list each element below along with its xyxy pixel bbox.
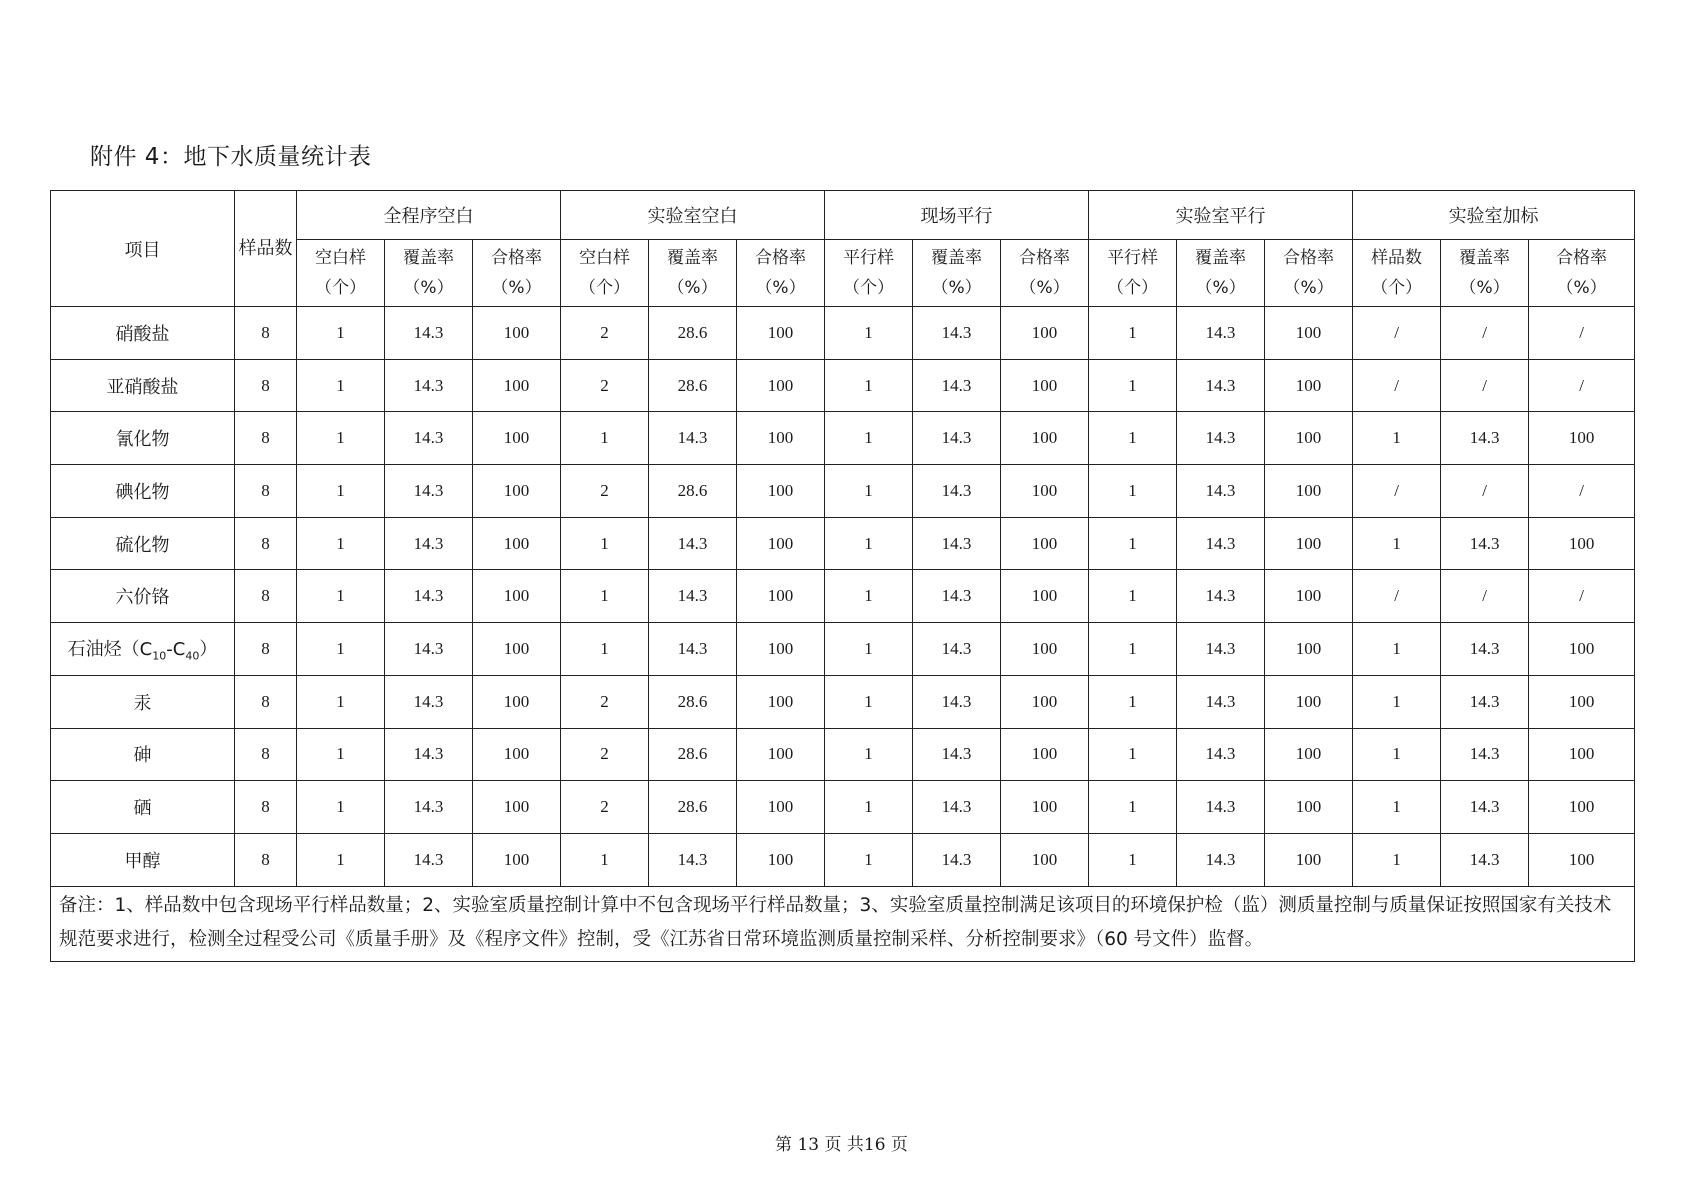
table-cell: 100	[1529, 517, 1635, 570]
table-cell: 100	[1001, 517, 1089, 570]
table-cell: 100	[737, 465, 825, 518]
subheader-unit: （%）	[1459, 278, 1510, 298]
table-cell: 14.3	[385, 675, 473, 728]
table-cell: 100	[1001, 412, 1089, 465]
table-cell: /	[1441, 570, 1529, 623]
table-cell: 100	[1529, 833, 1635, 886]
table-cell: 14.3	[913, 675, 1001, 728]
table-cell: 8	[235, 728, 297, 781]
subheader-cell	[825, 240, 913, 307]
table-cell: 8	[235, 570, 297, 623]
subheader-cell	[1265, 240, 1353, 307]
table-cell: 1	[297, 623, 385, 676]
subheader-unit: （%）	[667, 278, 718, 298]
table-cell: 14.3	[913, 465, 1001, 518]
row-item-name: 石油烃$(C_{10}-C_{40})$	[51, 623, 235, 676]
table-cell: 2	[561, 359, 649, 412]
table-cell: 100	[1529, 675, 1635, 728]
table-cell: 100	[473, 833, 561, 886]
table-cell: /	[1353, 359, 1441, 412]
table-cell: 100	[1265, 623, 1353, 676]
subheader-label: 合格率	[1556, 248, 1608, 268]
table-cell: 1	[825, 833, 913, 886]
table-cell: 8	[235, 675, 297, 728]
table-cell: 14.3	[385, 465, 473, 518]
table-cell: 100	[473, 517, 561, 570]
table-cell: 1	[825, 570, 913, 623]
table-cell: 14.3	[1177, 570, 1265, 623]
subheader-unit: （%）	[403, 278, 454, 298]
table-cell: 1	[561, 833, 649, 886]
table-cell: 1	[825, 728, 913, 781]
table-cell: 100	[1529, 412, 1635, 465]
subheader-cell	[1529, 240, 1635, 307]
row-item-name: 硫化物	[51, 517, 235, 570]
table-caption: 附件 4：地下水质量统计表	[90, 144, 372, 170]
header-row-groups	[51, 191, 1635, 240]
group-header: 实验室平行	[1089, 191, 1353, 240]
subheader-label: 平行样	[843, 248, 895, 268]
table-cell: 100	[473, 728, 561, 781]
table-cell: /	[1441, 465, 1529, 518]
table-cell: 14.3	[649, 517, 737, 570]
table-cell: 1	[1353, 833, 1441, 886]
table-cell: /	[1529, 570, 1635, 623]
table-cell: 14.3	[913, 623, 1001, 676]
table-cell: 1	[1089, 833, 1177, 886]
subheader-label: 空白样	[315, 248, 366, 268]
table-cell: 8	[235, 517, 297, 570]
table-cell: 1	[825, 359, 913, 412]
table-cell: 100	[737, 517, 825, 570]
table-cell: /	[1353, 307, 1441, 360]
table-row	[51, 728, 1635, 781]
subheader-label: 覆盖率	[1459, 248, 1511, 268]
table-cell: 100	[1265, 570, 1353, 623]
table-cell: 100	[1265, 307, 1353, 360]
table-row	[51, 465, 1635, 518]
table-row	[51, 517, 1635, 570]
subheader-unit: （%）	[931, 278, 982, 298]
table-cell: 1	[825, 307, 913, 360]
table-cell: 2	[561, 465, 649, 518]
table-cell: 100	[473, 675, 561, 728]
table-cell: 2	[561, 675, 649, 728]
table-cell: 1	[297, 307, 385, 360]
table-cell: 14.3	[385, 833, 473, 886]
table-cell: 100	[1265, 675, 1353, 728]
table-cell: 1	[825, 623, 913, 676]
table-cell: 100	[737, 359, 825, 412]
row-item-name: 甲醇	[51, 833, 235, 886]
table-cell: 1	[1089, 465, 1177, 518]
subheader-cell	[1177, 240, 1265, 307]
table-cell: 14.3	[913, 412, 1001, 465]
table-cell: 28.6	[649, 307, 737, 360]
table-cell: 100	[1001, 465, 1089, 518]
subheader-cell	[1001, 240, 1089, 307]
table-cell: 100	[473, 359, 561, 412]
table-cell: 100	[1265, 728, 1353, 781]
table-cell: 1	[825, 412, 913, 465]
subheader-unit: （%）	[1195, 278, 1246, 298]
table-cell: 14.3	[385, 307, 473, 360]
subheader-cell	[737, 240, 825, 307]
note-row	[51, 886, 1635, 961]
table-cell: 14.3	[1177, 675, 1265, 728]
table-cell: 28.6	[649, 728, 737, 781]
table-cell: 1	[1089, 412, 1177, 465]
table-cell: /	[1529, 465, 1635, 518]
table-cell: 8	[235, 307, 297, 360]
table-cell: 100	[737, 675, 825, 728]
table-cell: 1	[1353, 675, 1441, 728]
table-cell: 1	[1353, 623, 1441, 676]
table-cell: 1	[1089, 781, 1177, 834]
table-cell: 1	[1089, 359, 1177, 412]
table-cell: 8	[235, 359, 297, 412]
table-cell: 100	[1001, 307, 1089, 360]
table-cell: 14.3	[385, 570, 473, 623]
row-item-name: 硝酸盐	[51, 307, 235, 360]
subheader-cell	[649, 240, 737, 307]
table-cell: 100	[737, 570, 825, 623]
table-cell: 100	[1529, 623, 1635, 676]
table-cell: 100	[473, 307, 561, 360]
table-cell: 8	[235, 465, 297, 518]
table-cell: 100	[737, 307, 825, 360]
table-cell: 1	[297, 359, 385, 412]
header-samples	[235, 191, 297, 307]
row-item-name: 氰化物	[51, 412, 235, 465]
table-cell: 100	[1265, 465, 1353, 518]
table-cell: 1	[561, 517, 649, 570]
subheader-unit: （个）	[843, 278, 895, 298]
subheader-unit: （个）	[315, 278, 366, 298]
subheader-cell	[1441, 240, 1529, 307]
table-cell: 1	[1089, 570, 1177, 623]
table-cell: 100	[473, 465, 561, 518]
row-item-name: 砷	[51, 728, 235, 781]
subheader-cell	[913, 240, 1001, 307]
subheader-label: 样品数	[1371, 248, 1423, 268]
table-cell: 14.3	[649, 570, 737, 623]
table-cell: 14.3	[385, 517, 473, 570]
row-item-name: 六价铬	[51, 570, 235, 623]
table-cell: 14.3	[1441, 675, 1529, 728]
table-cell: 1	[825, 517, 913, 570]
table-cell: 1	[1353, 517, 1441, 570]
table-cell: 100	[737, 833, 825, 886]
header-item: 项目	[51, 191, 235, 307]
table-cell: 100	[1001, 675, 1089, 728]
table-row	[51, 833, 1635, 886]
table-cell: 14.3	[913, 570, 1001, 623]
table-row	[51, 412, 1635, 465]
subheader-unit: （个）	[1107, 278, 1159, 298]
table-cell: 100	[1265, 833, 1353, 886]
table-cell: 14.3	[913, 781, 1001, 834]
subheader-label: 覆盖率	[931, 248, 983, 268]
subheader-cell	[297, 240, 385, 307]
subheader-cell	[561, 240, 649, 307]
table-cell: 100	[1001, 833, 1089, 886]
table-cell: 100	[473, 623, 561, 676]
table-cell: 1	[1089, 623, 1177, 676]
table-cell: 100	[1529, 728, 1635, 781]
table-row	[51, 675, 1635, 728]
header-samples-label: 样品数	[238, 237, 293, 259]
table-row	[51, 623, 1635, 676]
table-cell: 1	[561, 412, 649, 465]
table-cell: 1	[825, 465, 913, 518]
table-cell: 100	[1265, 781, 1353, 834]
subheader-label: 覆盖率	[403, 248, 454, 268]
table-cell: 8	[235, 412, 297, 465]
table-cell: 14.3	[1441, 412, 1529, 465]
table-cell: 1	[297, 675, 385, 728]
table-cell: 1	[825, 781, 913, 834]
table-cell: 14.3	[385, 623, 473, 676]
table-cell: 28.6	[649, 359, 737, 412]
table-cell: 100	[737, 728, 825, 781]
table-cell: 14.3	[1441, 781, 1529, 834]
table-cell: 14.3	[1177, 465, 1265, 518]
subheader-label: 覆盖率	[667, 248, 719, 268]
table-cell: 14.3	[1177, 728, 1265, 781]
subheader-unit: （%）	[1283, 278, 1334, 298]
subheader-label: 合格率	[1019, 248, 1071, 268]
table-cell: 1	[1353, 728, 1441, 781]
table-cell: 14.3	[1441, 833, 1529, 886]
subheader-unit: （%）	[1556, 278, 1607, 298]
table-row	[51, 359, 1635, 412]
subheader-unit: （%）	[1019, 278, 1070, 298]
table-cell: 14.3	[385, 728, 473, 781]
table-cell: 14.3	[913, 517, 1001, 570]
table-cell: 14.3	[913, 307, 1001, 360]
table-row	[51, 307, 1635, 360]
table-cell: /	[1529, 307, 1635, 360]
table-cell: 100	[1001, 623, 1089, 676]
table-cell: 14.3	[1177, 359, 1265, 412]
table-cell: 8	[235, 833, 297, 886]
table-cell: 14.3	[649, 833, 737, 886]
table-cell: 1	[1089, 728, 1177, 781]
table-cell: 100	[473, 412, 561, 465]
table-cell: 14.3	[649, 623, 737, 676]
table-cell: 14.3	[913, 359, 1001, 412]
table-cell: 100	[1001, 781, 1089, 834]
table-cell: 14.3	[913, 833, 1001, 886]
table-cell: 1	[297, 833, 385, 886]
table-cell: 1	[1353, 781, 1441, 834]
table-cell: 14.3	[1441, 623, 1529, 676]
table-cell: 100	[737, 781, 825, 834]
row-item-name: 碘化物	[51, 465, 235, 518]
table-cell: 14.3	[1441, 517, 1529, 570]
subheader-label: 合格率	[491, 248, 542, 268]
subheader-unit: （%）	[491, 278, 542, 298]
table-row	[51, 781, 1635, 834]
table-cell: 100	[1001, 728, 1089, 781]
table-cell: 1	[297, 781, 385, 834]
table-cell: 2	[561, 781, 649, 834]
table-cell: /	[1441, 307, 1529, 360]
page-number: 第 13 页 共16 页	[775, 1135, 908, 1155]
subheader-label: 合格率	[1283, 248, 1335, 268]
subheader-unit: （%）	[755, 278, 806, 298]
table-cell: /	[1353, 465, 1441, 518]
table-cell: 14.3	[385, 781, 473, 834]
subheader-label: 空白样	[579, 248, 631, 268]
table-cell: 28.6	[649, 781, 737, 834]
table-body	[51, 307, 1635, 887]
group-header: 实验室加标	[1353, 191, 1635, 240]
table-cell: 28.6	[649, 675, 737, 728]
groundwater-quality-table	[50, 190, 1635, 962]
table-cell: 8	[235, 781, 297, 834]
table-cell: 100	[1001, 570, 1089, 623]
table-cell: /	[1353, 570, 1441, 623]
table-cell: 100	[1001, 359, 1089, 412]
table-cell: 100	[473, 781, 561, 834]
table-cell: 100	[737, 412, 825, 465]
row-item-name: 硒	[51, 781, 235, 834]
table-cell: 2	[561, 307, 649, 360]
table-cell: 1	[1089, 307, 1177, 360]
table-cell: 14.3	[385, 412, 473, 465]
row-item-name: 汞	[51, 675, 235, 728]
group-header: 全程序空白	[297, 191, 561, 240]
table-cell: 100	[1529, 781, 1635, 834]
subheader-unit: （个）	[1371, 278, 1423, 298]
table-cell: 100	[473, 570, 561, 623]
table-cell: 1	[297, 570, 385, 623]
group-header: 现场平行	[825, 191, 1089, 240]
row-item-name: 亚硝酸盐	[51, 359, 235, 412]
table-cell: 100	[1265, 412, 1353, 465]
table-cell: 14.3	[385, 359, 473, 412]
subheader-unit: （个）	[579, 278, 631, 298]
table-cell: 14.3	[1177, 412, 1265, 465]
subheader-cell	[473, 240, 561, 307]
group-header: 实验室空白	[561, 191, 825, 240]
table-cell: 28.6	[649, 465, 737, 518]
table-cell: 100	[1265, 517, 1353, 570]
table-cell: 14.3	[1177, 517, 1265, 570]
table-cell: /	[1529, 359, 1635, 412]
table-cell: 14.3	[1177, 833, 1265, 886]
table-cell: 14.3	[649, 412, 737, 465]
table-row	[51, 570, 1635, 623]
table-cell: 1	[825, 675, 913, 728]
table-cell: 100	[1265, 359, 1353, 412]
subheader-cell	[1353, 240, 1441, 307]
table-cell: 1	[1353, 412, 1441, 465]
table-cell: 1	[1089, 675, 1177, 728]
subheader-cell	[385, 240, 473, 307]
table-cell: 14.3	[1177, 781, 1265, 834]
table-cell: 14.3	[1177, 307, 1265, 360]
table-cell: 1	[297, 517, 385, 570]
table-cell: /	[1441, 359, 1529, 412]
table-cell: 1	[297, 412, 385, 465]
table-cell: 1	[1089, 517, 1177, 570]
table-cell: 100	[737, 623, 825, 676]
table-cell: 1	[297, 728, 385, 781]
subheader-label: 平行样	[1107, 248, 1159, 268]
table-note: 备注：1、样品数中包含现场平行样品数量；2、实验室质量控制计算中不包含现场平行样品数量；3、实验室质量控制满足该项目的环境保护检（监）测质量控制与质量保证按照国家有关技术规范要求进行，检测全过程受公司《质量手册》及《程序文件》控制，受《江苏省日常环境监测质量控制采样、分析控制要求》（60 号文件）监督。	[51, 886, 1635, 961]
subheader-label: 合格率	[755, 248, 807, 268]
table-cell: 1	[561, 623, 649, 676]
table-cell: 2	[561, 728, 649, 781]
table-cell: 1	[561, 570, 649, 623]
table-cell: 14.3	[913, 728, 1001, 781]
subheader-cell	[1089, 240, 1177, 307]
table-cell: 1	[297, 465, 385, 518]
table-cell: 14.3	[1441, 728, 1529, 781]
table-cell: 8	[235, 623, 297, 676]
subheader-label: 覆盖率	[1195, 248, 1247, 268]
table-cell: 14.3	[1177, 623, 1265, 676]
